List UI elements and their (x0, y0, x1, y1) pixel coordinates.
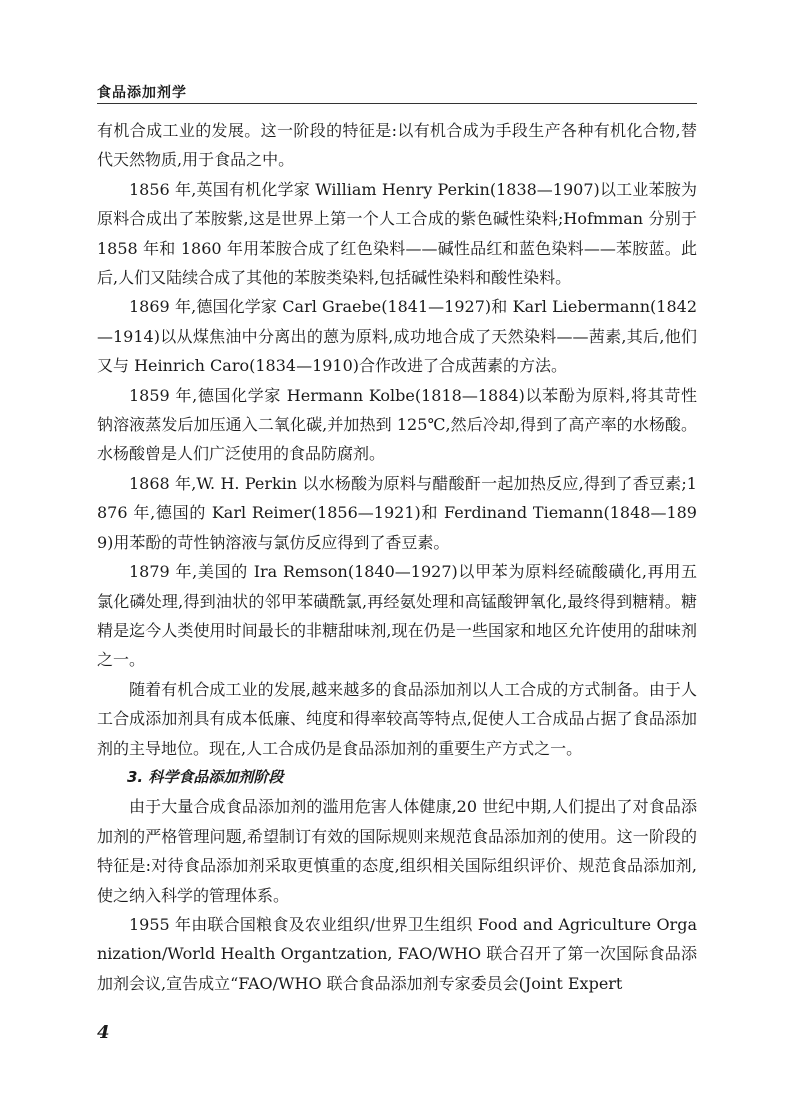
section-heading: 3. 科学食品添加剂阶段 (127, 767, 284, 786)
paragraph-fao-who: 1955 年由联合国粮食及农业组织/世界卫生组织 Food and Agriculture Organization/World Health Organtzation, FAO/WHO 联合召开了第一次国际食品添加剂会议,宣告成立“FAO/WHO 联合食品添加剂专家委员会(Joint Expert (97, 914, 697, 993)
page-number: 4 (97, 1022, 110, 1043)
paragraph-alizarin: 1869 年,德国化学家 Carl Graebe(1841—1927)和 Karl Liebermann(1842—1914)以从煤焦油中分离出的蒽为原料,成功地合成了天然染料——茜素,其后,他们又与 Heinrich Caro(1834—1910)合作改进了合成茜素的方法。 (97, 297, 697, 376)
header-rule (97, 103, 697, 104)
paragraph-salicylic-acid: 1859 年,德国化学家 Hermann Kolbe(1818—1884)以苯酚为原料,将其苛性钠溶液蒸发后加压通入二氧化碳,并加热到 125℃,然后冷却,得到了高产率的水杨酸。水杨酸曾是人们广泛使用的食品防腐剂。 (97, 385, 697, 464)
page-body (97, 116, 697, 998)
paragraph-saccharin: 1879 年,美国的 Ira Remson(1840—1927)以甲苯为原料经硫酸磺化,再用五氯化磷处理,得到油状的邻甲苯磺酰氯,再经氨处理和高锰酸钾氧化,最终得到糖精。糖精是迄今人类使用时间最长的非糖甜味剂,现在仍是一些国家和地区允许使用的甜味剂之一。 (97, 562, 697, 670)
paragraph-synthetic-additives: 随着有机合成工业的发展,越来越多的食品添加剂以人工合成的方式制备。由于人工合成添加剂具有成本低廉、纯度和得率较高等特点,促使人工合成品占据了食品添加剂的主导地位。现在,人工合成仍是食品添加剂的重要生产方式之一。 (97, 679, 697, 758)
paragraph-perkin-mauveine: 1856 年,英国有机化学家 William Henry Perkin(1838—1907)以工业苯胺为原料合成出了苯胺紫,这是世界上第一个人工合成的紫色碱性染料;Hofmman 分别于 1858 年和 1860 年用苯胺合成了红色染料——碱性品红和蓝色染料——苯胺蓝。此后,人们又陆续合成了其他的苯胺类染料,包括碱性染料和酸性染料。 (97, 179, 697, 288)
paragraph-coumarin: 1868 年,W. H. Perkin 以水杨酸为原料与醋酸酐一起加热反应,得到了香豆素;1876 年,德国的 Karl Reimer(1856—1921)和 Ferdinand Tiemann(1848—1899)用苯酚的苛性钠溶液与氯仿反应得到了香豆素。 (97, 473, 697, 552)
running-header (97, 82, 697, 102)
paragraph-continuation: 有机合成工业的发展。这一阶段的特征是:以有机合成为手段生产各种有机化合物,替代天然物质,用于食品之中。 (97, 121, 697, 170)
book-title: 食品添加剂学 (97, 85, 187, 101)
paragraph-strict-management: 由于大量合成食品添加剂的滥用危害人体健康,20 世纪中期,人们提出了对食品添加剂的严格管理问题,希望制订有效的国际规则来规范食品添加剂的使用。这一阶段的特征是:对待食品添加剂采取更慎重的态度,组织相关国际组织评价、规范食品添加剂,使之纳入科学的管理体系。 (97, 797, 697, 905)
